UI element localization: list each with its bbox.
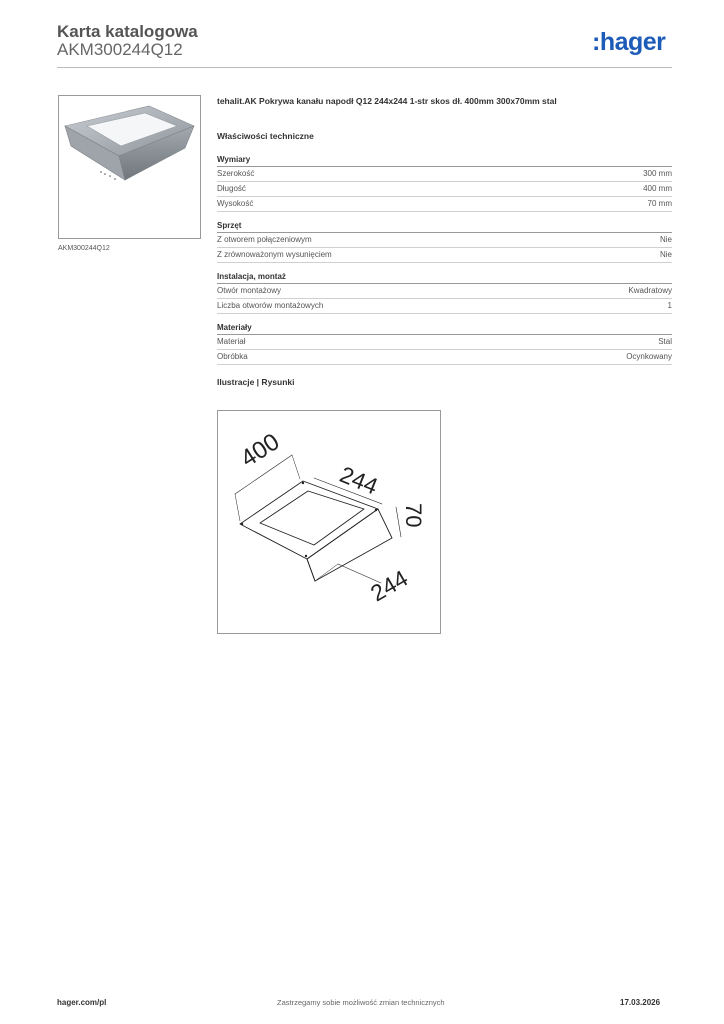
spec-row xyxy=(217,197,672,212)
specs-section-title: Właściwości techniczne xyxy=(217,131,314,141)
spec-label: Otwór montażowy xyxy=(217,286,282,295)
spec-label: Wysokość xyxy=(217,199,254,208)
spec-group-materials xyxy=(217,322,672,365)
header-divider xyxy=(57,67,672,68)
spec-row xyxy=(217,167,672,182)
spec-value: 300 mm xyxy=(643,169,672,178)
spec-group-dimensions xyxy=(217,154,672,212)
spec-label: Materiał xyxy=(217,337,246,346)
spec-value: 1 xyxy=(667,301,672,310)
product-image xyxy=(59,96,200,238)
dim-label-width-top: 244 xyxy=(336,461,382,500)
footer-date: 17.03.2026 xyxy=(620,998,661,1007)
spec-value: Kwadratowy xyxy=(628,286,672,295)
illustrations-title: Ilustracje | Rysunki xyxy=(217,377,295,387)
spec-row xyxy=(217,284,672,299)
product-title: tehalit.AK Pokrywa kanału napodł Q12 244x244 1-str skos dł. 400mm 300x70mm stal xyxy=(217,96,557,106)
spec-label: Z otworem połączeniowym xyxy=(217,235,312,244)
content-column xyxy=(217,96,672,387)
hager-logo[interactable]: :hager xyxy=(592,28,666,56)
spec-value: 70 mm xyxy=(647,199,672,208)
spec-label: Obróbka xyxy=(217,352,248,361)
technical-drawing xyxy=(217,410,441,634)
spec-label: Liczba otworów montażowych xyxy=(217,301,324,310)
opening-outline xyxy=(260,491,364,545)
product-thumbnail xyxy=(58,95,201,239)
spec-row xyxy=(217,299,672,314)
spec-group-title: Instalacja, montaż xyxy=(217,271,672,284)
product-code: AKM300244Q12 xyxy=(57,40,183,59)
thumbnail-caption: AKM300244Q12 xyxy=(58,245,110,252)
spec-row xyxy=(217,182,672,197)
spec-value: 400 mm xyxy=(643,184,672,193)
spec-group-title: Sprzęt xyxy=(217,220,672,233)
footer-website-link[interactable]: hager.com/pl xyxy=(57,998,107,1007)
spec-row xyxy=(217,350,672,365)
spec-label: Z zrównoważonym wysunięciem xyxy=(217,250,332,259)
spec-value: Ocynkowany xyxy=(626,352,672,361)
spec-row xyxy=(217,248,672,263)
spec-row xyxy=(217,335,672,350)
spec-label: Długość xyxy=(217,184,246,193)
dim-label-width-bottom: 244 xyxy=(366,564,413,607)
spec-row xyxy=(217,233,672,248)
footer-disclaimer: Zastrzegamy sobie możliwość zmian technicznych xyxy=(277,998,445,1007)
spec-value: Nie xyxy=(659,250,672,259)
spec-group-title: Materiały xyxy=(217,322,672,335)
spec-group-installation xyxy=(217,271,672,314)
spec-group-title: Wymiary xyxy=(217,154,672,167)
spec-value: Nie xyxy=(659,235,672,244)
spec-group-equipment xyxy=(217,220,672,263)
spec-value: Stal xyxy=(658,337,672,346)
dim-label-length: 400 xyxy=(236,428,285,473)
dim-label-height: 70 xyxy=(401,503,426,528)
page-title: Karta katalogowa xyxy=(57,22,198,41)
spec-label: Szerokość xyxy=(217,169,255,178)
